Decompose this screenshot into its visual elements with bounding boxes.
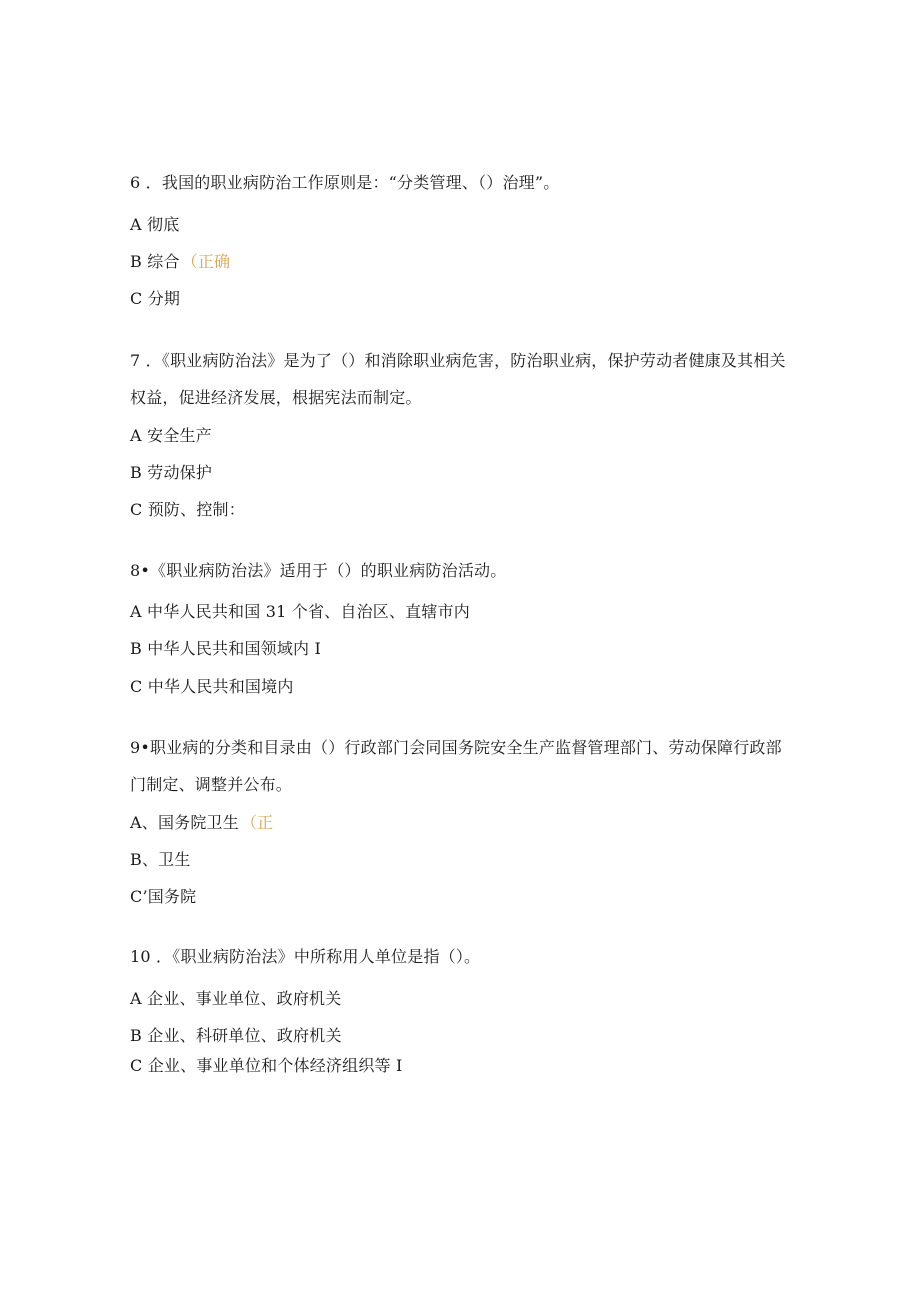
question-8-option-a (130, 602, 470, 622)
option-text: A、国务院卫生 (130, 813, 239, 832)
question-6-stem: 6 ．我国的职业病防治工作原则是：“分类管理、（）治理”。 (130, 173, 560, 192)
question-8-stem: 8•《职业病防治法》适用于（）的职业病防治活动。 (130, 561, 507, 580)
question-9-option-c (130, 887, 196, 907)
option-text: B、卫生 (130, 850, 191, 869)
option-text: C’国务院 (130, 887, 197, 906)
question-9-stem: 9•职业病的分类和目录由（）行政部门会同国务院安全生产监督管理部门、劳动保障行政部门制定、调整并公布。 (130, 738, 782, 794)
correct-answer-mark: （正 (240, 813, 274, 832)
option-text: C 中华人民共和国境内 (130, 677, 294, 696)
correct-answer-mark: （正确 (181, 252, 231, 271)
question-7-option-b (130, 463, 212, 483)
question-7-stem: 7 ．《职业病防治法》是为了（）和消除职业病危害，防治职业病，保护劳动者健康及其相关权益，促进经济发展，根据宪法而制定。 (130, 351, 786, 407)
question-10-option-b (130, 1026, 342, 1046)
question-7-option-a (130, 426, 212, 446)
question-8-option-b (130, 639, 321, 659)
option-text: B 中华人民共和国领域内 I (130, 639, 322, 658)
option-text: A 安全生产 (130, 426, 212, 445)
option-text: B 劳动保护 (130, 463, 213, 482)
option-text: A 中华人民共和国 31 个省、自治区、直辖市内 (130, 602, 470, 621)
question-8-option-c (130, 677, 294, 697)
option-text: C 企业、事业单位和个体经济组织等 I (130, 1056, 403, 1075)
option-text: A 企业、事业单位、政府机关 (130, 989, 342, 1008)
question-9-option-b (130, 850, 191, 870)
option-text: C 预防、控制： (130, 500, 245, 519)
option-text: A 彻底 (130, 215, 180, 234)
question-6-option-c (130, 289, 180, 309)
question-9-option-a (130, 813, 273, 833)
question-10-option-c (130, 1056, 403, 1076)
question-7-option-c (130, 500, 245, 520)
question-10-stem: 10 ．《职业病防治法》中所称用人单位是指（）。 (130, 947, 481, 966)
option-text: B 企业、科研单位、政府机关 (130, 1026, 342, 1045)
question-10-option-a (130, 989, 341, 1009)
question-6-option-a (130, 215, 179, 235)
option-text: C 分期 (130, 289, 181, 308)
option-text: B 综合 (130, 252, 180, 271)
question-6-option-b (130, 252, 230, 272)
